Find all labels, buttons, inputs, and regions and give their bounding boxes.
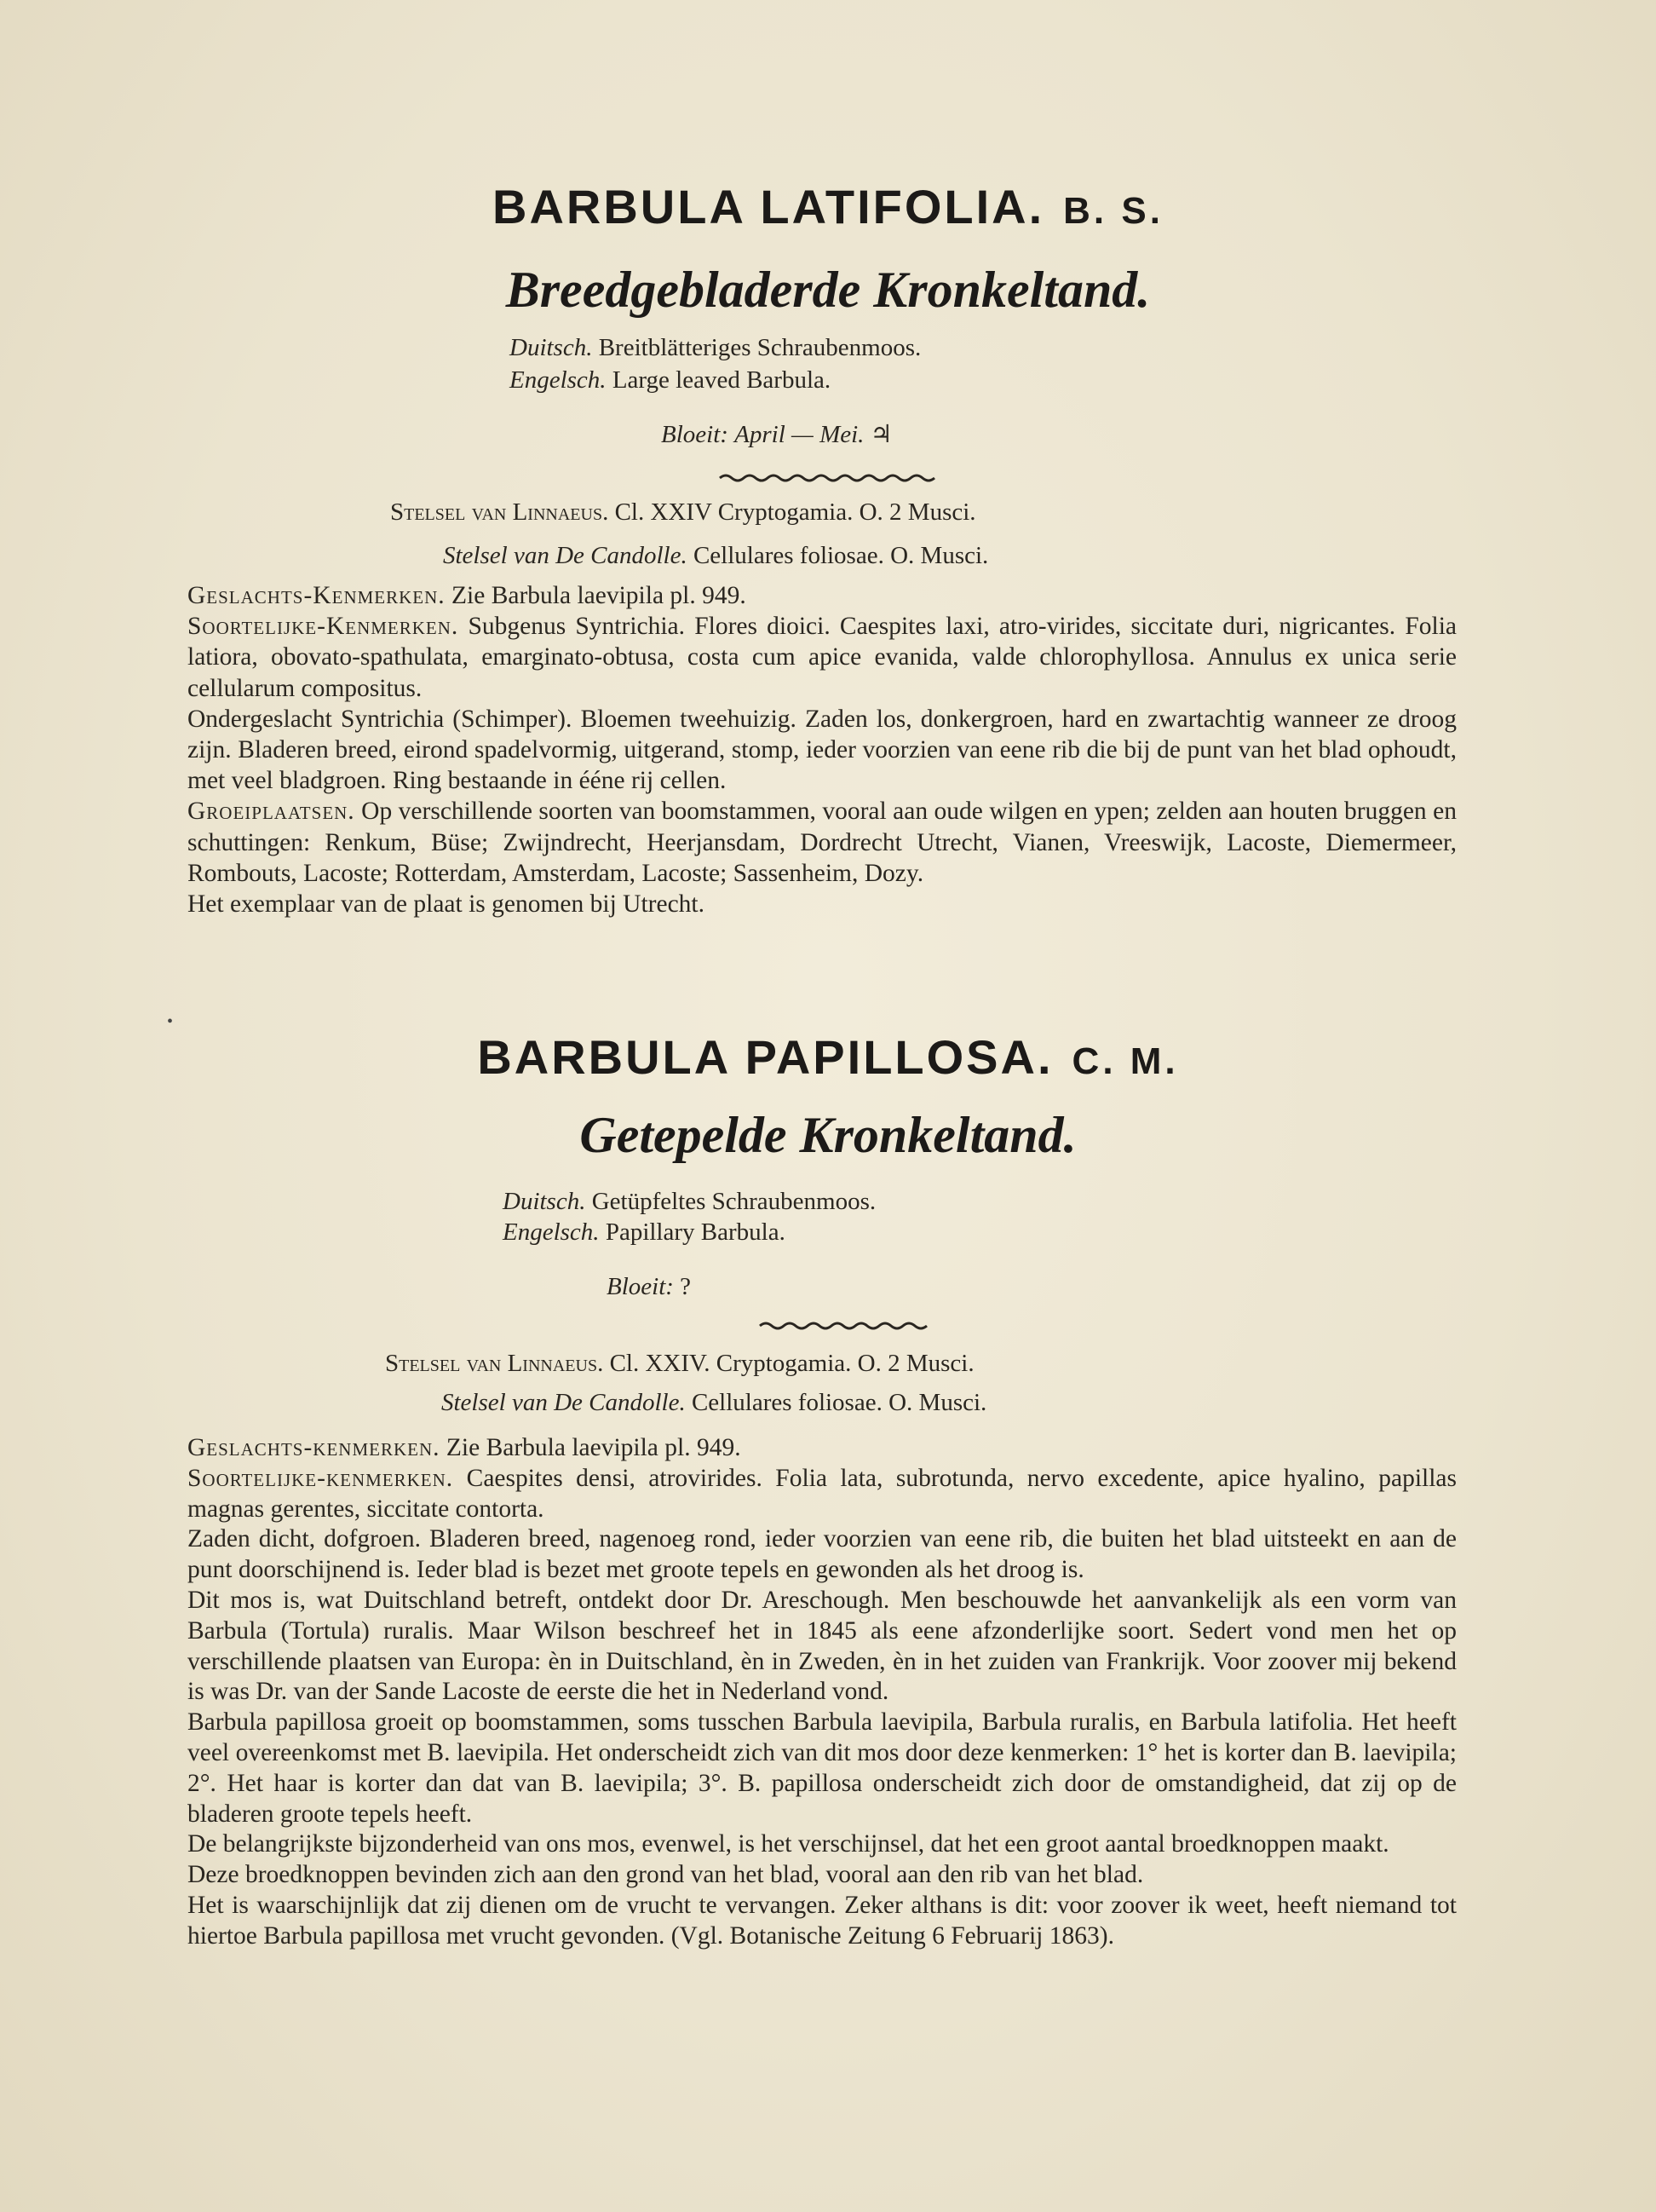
paragraph-text: Deze broedknoppen bevinden zich aan den grond van het blad, vooral aan den rib van het blad.: [187, 1861, 1144, 1889]
flourish-divider: [0, 471, 1656, 485]
paragraph: [187, 1524, 1457, 1586]
paragraph-label: Soortelijke-Kenmerken.: [187, 613, 459, 641]
paragraph: [187, 1586, 1457, 1708]
english-name-line: [503, 1218, 785, 1247]
author-abbrev: C. M.: [1072, 1040, 1179, 1082]
description-block: [187, 1433, 1457, 1952]
linnaeus-text: Cl. XXIV Cryptogamia. O. 2 Musci.: [614, 498, 976, 526]
linnaeus-line: [385, 1350, 975, 1378]
linnaeus-text: Cl. XXIV. Cryptogamia. O. 2 Musci.: [609, 1350, 975, 1377]
german-name-line: [509, 334, 921, 362]
paragraph-text: Op verschillende soorten van boomstammen, vooral aan oude wilgen en ypen; zelden aan houten bruggen en schuttingen: Renkum, Büse; Zwijndrecht, Heerjansdam, Dordrecht Utrecht, Vianen, Vreeswijk, Lacoste, Diemermeer, Rombouts, Lacoste; Rotterdam, Amsterdam, Lacoste; Sassenheim, Dozy.: [187, 798, 1457, 887]
english-label: Engelsch.: [509, 366, 607, 394]
paragraph-label: Geslachts-Kenmerken.: [187, 582, 446, 609]
candolle-line: [441, 1389, 986, 1417]
paragraph-text: Zaden dicht, dofgroen. Bladeren breed, nagenoeg rond, ieder voorzien van eene rib, die buiten het blad uitsteekt en aan de punt doorschijnend is. Ieder blad is bezet met groote tepels en gewonden als het droog is.: [187, 1525, 1457, 1584]
paragraph-label: Geslachts-kenmerken.: [187, 1434, 440, 1461]
german-name: Breitblätteriges Schraubenmoos.: [598, 334, 922, 361]
german-label: Duitsch.: [509, 334, 593, 361]
paragraph-text: Zie Barbula laevipila pl. 949.: [446, 1434, 741, 1461]
paragraph-text: Het is waarschijnlijk dat zij dienen om de vrucht te vervangen. Zeker althans is dit: voor zoover ik weet, heeft niemand tot hiertoe Barbula papillosa met vrucht gevonden. (Vgl. Botanische Zeitung 6 Februarij 1863).: [187, 1891, 1457, 1950]
species-title: [0, 179, 1656, 234]
german-name-line: [503, 1188, 876, 1216]
flourish-divider: [0, 1319, 1656, 1333]
paragraph: [187, 889, 1457, 919]
paragraph: [187, 796, 1457, 889]
title-text: BARBULA LATIFOLIA.: [492, 180, 1045, 233]
bloom-label: Bloeit:: [661, 421, 728, 448]
paragraph-text: Caespites densi, atrovirides. Folia lata, subrotunda, nervo excedente, apice hyalino, papillas magnas gerentes, siccitate contorta.: [187, 1464, 1457, 1523]
german-name: Getüpfeltes Schraubenmoos.: [591, 1188, 877, 1215]
paragraph-text: Zie Barbula laevipila pl. 949.: [451, 582, 746, 609]
title-text: BARBULA PAPILLOSA.: [477, 1030, 1054, 1084]
english-name: Large leaved Barbula.: [612, 366, 831, 394]
paragraph: [187, 1433, 1457, 1464]
paragraph-text: Ondergeslacht Syntrichia (Schimper). Bloemen tweehuizig. Zaden los, donkergroen, hard en zwartachtig wanneer ze droog zijn. Bladeren breed, eirond spadelvormig, uitgerand, stomp, ieder voorzien van eene rib die bij de punt van het blad ophoudt, met veel bladgroen. Ring bestaande in ééne rij cellen.: [187, 705, 1457, 795]
paragraph: [187, 1708, 1457, 1829]
english-name: Papillary Barbula.: [605, 1218, 785, 1246]
english-name-line: [509, 366, 831, 395]
paragraph-text: Dit mos is, wat Duitschland betreft, ontdekt door Dr. Areschough. Men beschouwde het aanvankelijk als een vorm van Barbula (Tortula) ruralis. Maar Wilson beschreef het in 1845 als eene afzonderlijke soort. Sedert vond men het op verschillende plaatsen van Europa: èn in Duitschland, èn in Zweden, èn in het zuiden van Frankrijk. Voor zoover mij bekend is was Dr. van der Sande Lacoste de eerste die het in Nederland vond.: [187, 1586, 1457, 1706]
bloom-text: April — Mei. ♃: [734, 421, 893, 448]
candolle-label: Stelsel van De Candolle.: [443, 542, 687, 569]
paragraph: [187, 611, 1457, 704]
candolle-label: Stelsel van De Candolle.: [441, 1389, 686, 1416]
bloom-line: [661, 419, 893, 449]
common-name: Getepelde Kronkeltand.: [579, 1107, 1077, 1163]
english-label: Engelsch.: [503, 1218, 600, 1246]
common-name: Breedgebladerde Kronkeltand.: [505, 262, 1151, 318]
paragraph-label: Soortelijke-kenmerken.: [187, 1464, 454, 1492]
candolle-line: [443, 542, 988, 570]
candolle-text: Cellulares foliosae. O. Musci.: [693, 542, 989, 569]
bloom-text: ?: [680, 1273, 692, 1300]
candolle-text: Cellulares foliosae. O. Musci.: [691, 1389, 987, 1416]
paragraph-text: Het exemplaar van de plaat is genomen bij Utrecht.: [187, 890, 704, 919]
ink-speck: •: [167, 1012, 174, 1031]
paragraph-text: De belangrijkste bijzonderheid van ons mos, evenwel, is het verschijnsel, dat het een groot aantal broedknoppen maakt.: [187, 1830, 1389, 1858]
bloom-label: Bloeit:: [607, 1273, 674, 1300]
paragraph-label: Groeiplaatsen.: [187, 798, 355, 826]
paragraph: [187, 580, 1457, 611]
author-abbrev: B. S.: [1063, 190, 1164, 232]
species-title: [0, 1029, 1656, 1085]
german-label: Duitsch.: [503, 1188, 586, 1215]
paragraph: [187, 1464, 1457, 1525]
paragraph-text: Subgenus Syntrichia. Flores dioici. Caespites laxi, atro-virides, siccitate duri, nigricantes. Folia latiora, obovato-spathulata, emarginato-obtusa, costa cum apice evanida, valde chlorophyllosa. Annulus ex unica serie cellularum compositus.: [187, 613, 1457, 702]
linnaeus-label: Stelsel van Linnaeus.: [390, 498, 609, 526]
bloom-line: [607, 1273, 691, 1301]
paragraph: [187, 1829, 1457, 1860]
paragraph-text: Barbula papillosa groeit op boomstammen, soms tusschen Barbula laevipila, Barbula ruralis, en Barbula latifolia. Het heeft veel overeenkomst met B. laevipila. Het onderscheidt zich van dit mos door deze kenmerken: 1° het is korter dan B. laevipila; 2°. Het haar is korter dan dat van B. laevipila; 3°. B. papillosa onderscheidt zich door de omstandigheid, dat zij op de bladeren groote tepels heeft.: [187, 1708, 1457, 1828]
paragraph: [187, 1860, 1457, 1891]
paragraph: [187, 1891, 1457, 1952]
description-block: [187, 580, 1457, 919]
linnaeus-line: [390, 498, 976, 527]
paragraph: [187, 704, 1457, 797]
linnaeus-label: Stelsel van Linnaeus.: [385, 1350, 604, 1377]
